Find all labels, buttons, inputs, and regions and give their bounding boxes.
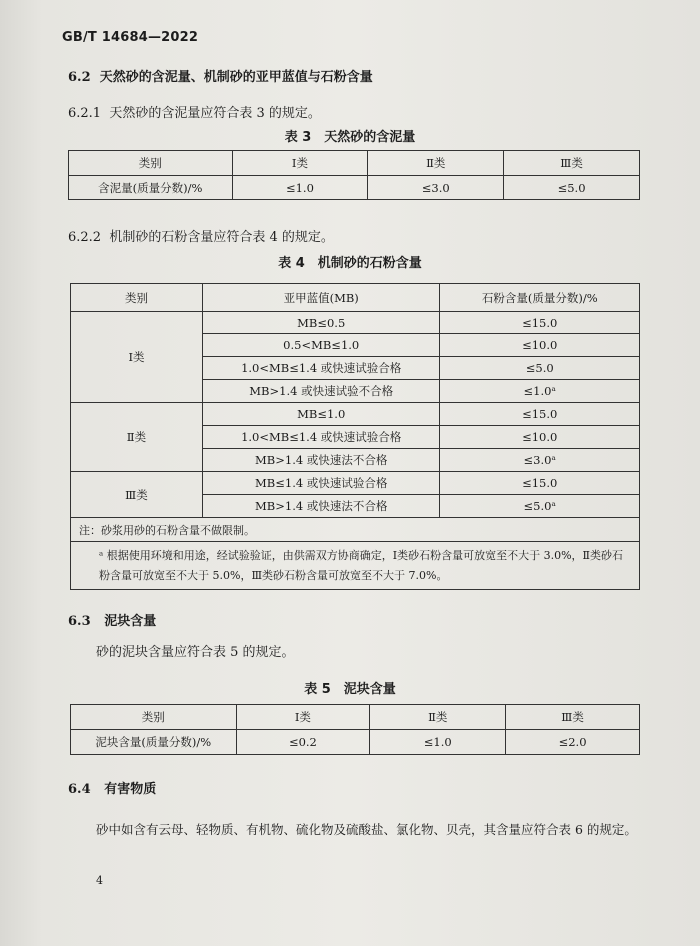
table-note: 注：砂浆用砂的石粉含量不做限制。 <box>71 518 640 542</box>
value-cell: ≤1.0ᵃ <box>440 380 640 403</box>
table-footnote: ᵃ 根据使用环境和用途，经试验验证，由供需双方协商确定，Ⅰ类砂石粉含量可放宽至不大于 3.0%，Ⅱ类砂石粉含量可放宽至不大于 5.0%，Ⅲ类砂石粉含量可放宽至不大于 7.0%。 <box>71 542 640 590</box>
header-cell: Ⅰ类 <box>236 705 370 730</box>
header-cell: Ⅲ类 <box>504 151 640 176</box>
value-cell: ≤2.0 <box>506 730 640 755</box>
table-row <box>71 312 640 334</box>
mb-cell: 0.5<MB≤1.0 <box>202 334 440 357</box>
section-title: 泥块含量 <box>104 614 157 629</box>
table-footnote-row <box>71 542 640 590</box>
value-cell: ≤3.0 <box>368 176 504 200</box>
table-note-row <box>71 518 640 542</box>
mb-cell: MB≤1.0 <box>202 403 440 426</box>
value-cell: ≤15.0 <box>440 403 640 426</box>
table-row <box>71 403 640 426</box>
header-cell: Ⅲ类 <box>506 705 640 730</box>
category-cell: Ⅰ类 <box>71 312 203 403</box>
table-header-row <box>71 284 640 312</box>
mb-cell: 1.0<MB≤1.4 或快速试验合格 <box>202 426 440 449</box>
section-number: 6.3 <box>68 614 91 629</box>
clause-text: 天然砂的含泥量应符合表 3 的规定。 <box>109 106 321 121</box>
header-cell: 亚甲蓝值(MB) <box>202 284 440 312</box>
section-6-2-heading <box>68 66 373 85</box>
value-cell: ≤5.0 <box>440 357 640 380</box>
value-cell: ≤10.0 <box>440 334 640 357</box>
section-title: 天然砂的含泥量、机制砂的亚甲蓝值与石粉含量 <box>99 70 373 85</box>
value-cell: ≤15.0 <box>440 472 640 495</box>
section-6-3-heading <box>68 610 156 629</box>
header-cell: 类别 <box>71 705 237 730</box>
value-cell: ≤15.0 <box>440 312 640 334</box>
section-number: 6.4 <box>68 782 91 797</box>
table-row <box>69 176 640 200</box>
header-cell: Ⅱ类 <box>370 705 506 730</box>
standard-header: GB/T 14684—2022 <box>62 30 199 45</box>
value-cell: ≤5.0ᵃ <box>440 495 640 518</box>
clause-number: 6.2.2 <box>68 230 102 245</box>
mb-cell: MB≤0.5 <box>202 312 440 334</box>
value-cell: ≤10.0 <box>440 426 640 449</box>
table-header-row <box>71 705 640 730</box>
table-3 <box>68 150 640 200</box>
mb-cell: MB>1.4 或快速法不合格 <box>202 449 440 472</box>
section-title: 有害物质 <box>104 782 157 797</box>
table-5-caption: 表 5 泥块含量 <box>304 682 396 697</box>
value-cell: ≤0.2 <box>236 730 370 755</box>
table-4-caption: 表 4 机制砂的石粉含量 <box>278 256 422 271</box>
table-row <box>71 730 640 755</box>
mb-cell: MB>1.4 或快速试验不合格 <box>202 380 440 403</box>
section-6-3-text: 砂的泥块含量应符合表 5 的规定。 <box>96 645 295 660</box>
table-header-row <box>69 151 640 176</box>
header-cell: 石粉含量(质量分数)/% <box>440 284 640 312</box>
category-cell: Ⅲ类 <box>71 472 203 518</box>
mb-cell: 1.0<MB≤1.4 或快速试验合格 <box>202 357 440 380</box>
table-row <box>71 472 640 495</box>
value-cell: ≤3.0ᵃ <box>440 449 640 472</box>
header-cell: Ⅰ类 <box>232 151 368 176</box>
header-cell: 类别 <box>69 151 233 176</box>
row-label-cell: 泥块含量(质量分数)/% <box>71 730 237 755</box>
table-4 <box>70 283 640 590</box>
clause-6-2-2 <box>68 226 334 245</box>
mb-cell: MB≤1.4 或快速试验合格 <box>202 472 440 495</box>
section-number: 6.2 <box>68 70 91 85</box>
header-cell: 类别 <box>71 284 203 312</box>
mb-cell: MB>1.4 或快速法不合格 <box>202 495 440 518</box>
clause-6-2-1 <box>68 102 321 121</box>
value-cell: ≤1.0 <box>232 176 368 200</box>
clause-text: 机制砂的石粉含量应符合表 4 的规定。 <box>109 230 334 245</box>
section-6-4-heading <box>68 778 156 797</box>
table-5 <box>70 704 640 755</box>
page-number: 4 <box>96 874 103 887</box>
value-cell: ≤5.0 <box>504 176 640 200</box>
value-cell: ≤1.0 <box>370 730 506 755</box>
row-label-cell: 含泥量(质量分数)/% <box>69 176 233 200</box>
clause-number: 6.2.1 <box>68 106 102 121</box>
table-3-caption: 表 3 天然砂的含泥量 <box>284 130 416 145</box>
category-cell: Ⅱ类 <box>71 403 203 472</box>
header-cell: Ⅱ类 <box>368 151 504 176</box>
section-6-4-text: 砂中如含有云母、轻物质、有机物、硫化物及硫酸盐、氯化物、贝壳，其含量应符合表 6 的规定。 <box>96 822 637 837</box>
